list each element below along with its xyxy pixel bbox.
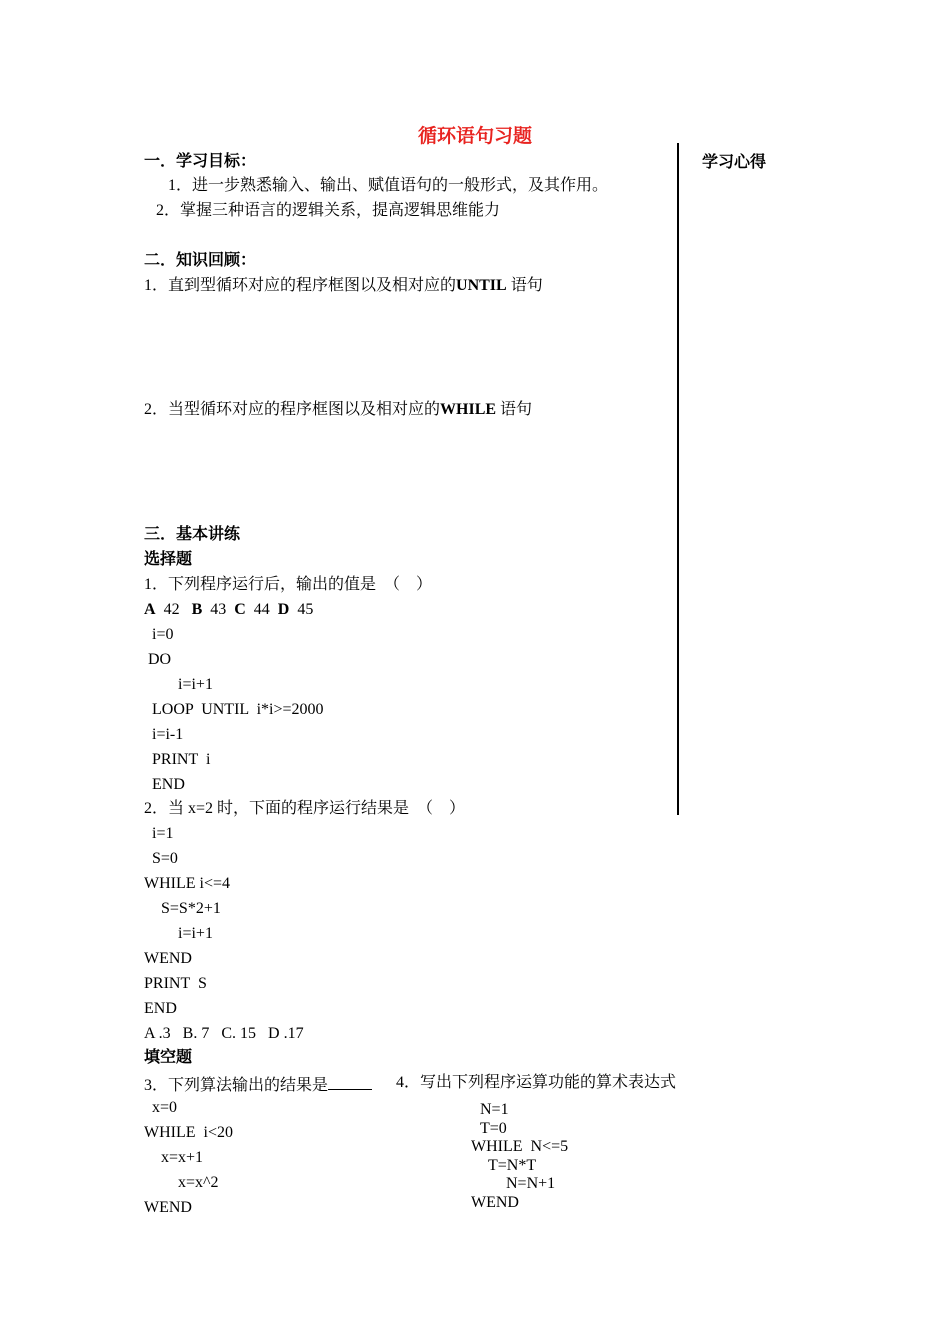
review-item-2-suffix: 语句 [500, 401, 533, 418]
answer-blank [328, 1073, 372, 1090]
code-line: i=i+1 [178, 925, 213, 942]
code-line: WEND [144, 1199, 192, 1216]
question-2-options: A .3 B. 7 C. 15 D .17 [144, 1025, 304, 1042]
code-line: WHILE i<=4 [144, 875, 231, 892]
code-line: WHILE N<=5 [471, 1138, 569, 1155]
code-line: x=x^2 [178, 1174, 219, 1191]
section3-heading: 三．基本讲练 [144, 526, 241, 543]
option-c-value: 44 [253, 601, 270, 618]
code-line: T=0 [480, 1120, 507, 1137]
goal-1: 1．进一步熟悉输入、输出、赋值语句的一般形式，及其作用。 [168, 177, 609, 194]
code-line: PRINT i [152, 751, 211, 768]
code-line: WHILE i<20 [144, 1124, 233, 1141]
option-d-label: D [277, 601, 290, 618]
option-d-value: 45 [297, 601, 314, 618]
page-title: 循环语句习题 [418, 126, 533, 147]
review-item-1-text: 1．直到型循环对应的程序框图以及相对应的 [144, 277, 457, 294]
question-3-text: 3．下列算法输出的结果是 [144, 1077, 329, 1094]
option-a-label: A [144, 601, 156, 618]
code-line: x=0 [152, 1099, 178, 1116]
review-item-1-suffix: 语句 [510, 277, 543, 294]
section2-heading: 二．知识回顾： [144, 252, 257, 269]
review-item-2-text: 2．当型循环对应的程序框图以及相对应的 [144, 401, 441, 418]
option-b-label: B [191, 601, 203, 618]
option-b-value: 43 [210, 601, 227, 618]
code-line: N=N+1 [506, 1175, 556, 1192]
margin-divider-line [677, 143, 679, 815]
review-item-2 [144, 400, 532, 420]
review-item-1 [144, 276, 543, 296]
choice-heading: 选择题 [144, 551, 193, 568]
question-4: 4．写出下列程序运算功能的算术表达式 [396, 1074, 677, 1091]
until-keyword: UNTIL [456, 277, 507, 294]
code-line: T=N*T [488, 1157, 537, 1174]
code-line: PRINT S [144, 975, 207, 992]
code-line: i=1 [152, 825, 174, 842]
code-line: END [152, 776, 185, 793]
code-line: x=x+1 [161, 1149, 204, 1166]
goal-2: 2．掌握三种语言的逻辑关系，提高逻辑思维能力 [156, 202, 501, 219]
question-1: 1．下列程序运行后，输出的值是 （ ） [144, 576, 433, 593]
question-2: 2．当 x=2 时，下面的程序运行结果是 （ ） [144, 800, 466, 817]
code-line: i=0 [152, 626, 174, 643]
code-line: S=0 [152, 850, 178, 867]
code-line: END [144, 1000, 177, 1017]
option-a-value: 42 [163, 601, 180, 618]
code-line: N=1 [480, 1101, 509, 1118]
code-line: WEND [144, 950, 192, 967]
code-line: S=S*2+1 [161, 900, 221, 917]
question-3 [144, 1073, 372, 1096]
question-1-options [144, 600, 313, 620]
code-line: LOOP UNTIL i*i>=2000 [152, 701, 324, 718]
while-keyword: WHILE [440, 401, 497, 418]
section1-heading: 一．学习目标： [144, 153, 257, 170]
code-line: i=i-1 [152, 726, 184, 743]
code-line: i=i+1 [178, 676, 213, 693]
notes-column-heading: 学习心得 [702, 154, 767, 171]
fill-heading: 填空题 [144, 1049, 193, 1066]
option-c-label: C [234, 601, 246, 618]
code-line: DO [148, 651, 172, 668]
code-line: WEND [471, 1194, 519, 1211]
